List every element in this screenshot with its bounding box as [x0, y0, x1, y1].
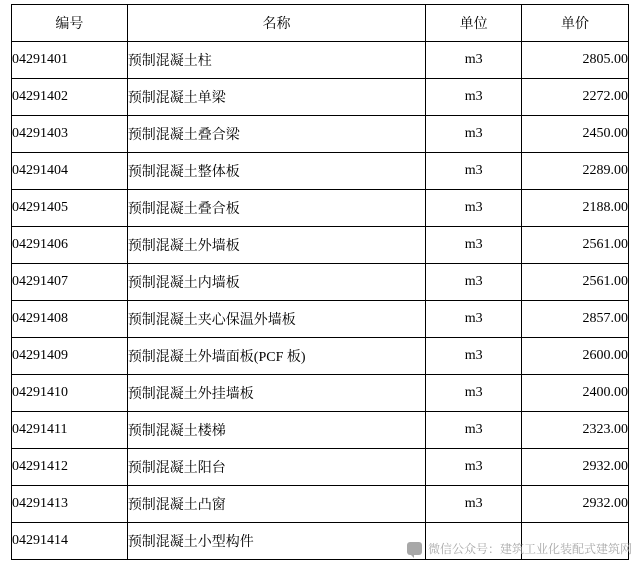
cell-name: 预制混凝土内墙板 — [127, 264, 425, 301]
table-row — [12, 486, 629, 523]
cell-name: 预制混凝土柱 — [127, 42, 425, 79]
cell-price: 2857.00 — [522, 301, 629, 338]
cell-code: 04291410 — [12, 375, 128, 412]
cell-unit: m3 — [426, 449, 522, 486]
cell-unit: m3 — [426, 116, 522, 153]
cell-unit: m3 — [426, 375, 522, 412]
cell-price: 2289.00 — [522, 153, 629, 190]
cell-unit: m3 — [426, 153, 522, 190]
cell-code: 04291402 — [12, 79, 128, 116]
cell-unit: m3 — [426, 190, 522, 227]
cell-price: 2323.00 — [522, 412, 629, 449]
table-row — [12, 116, 629, 153]
cell-code: 04291408 — [12, 301, 128, 338]
cell-name: 预制混凝土外挂墙板 — [127, 375, 425, 412]
table-row — [12, 412, 629, 449]
cell-price: 2400.00 — [522, 375, 629, 412]
document-page — [0, 4, 640, 563]
cell-name: 预制混凝土叠合梁 — [127, 116, 425, 153]
cell-name: 预制混凝土外墙面板(PCF 板) — [127, 338, 425, 375]
cell-name: 预制混凝土叠合板 — [127, 190, 425, 227]
column-header-price: 单价 — [522, 5, 629, 42]
table-row — [12, 153, 629, 190]
table-row — [12, 190, 629, 227]
cell-name: 预制混凝土单梁 — [127, 79, 425, 116]
cell-name: 预制混凝土凸窗 — [127, 486, 425, 523]
table-row — [12, 264, 629, 301]
cell-unit: m3 — [426, 412, 522, 449]
cell-price: 2561.00 — [522, 264, 629, 301]
cell-unit: m3 — [426, 227, 522, 264]
cell-unit: m3 — [426, 301, 522, 338]
header-row — [12, 5, 629, 42]
table-row — [12, 449, 629, 486]
table-row — [12, 375, 629, 412]
table-body — [12, 42, 629, 560]
cell-price: 2932.00 — [522, 449, 629, 486]
cell-price: 2932.00 — [522, 486, 629, 523]
table-row — [12, 227, 629, 264]
table-row — [12, 301, 629, 338]
column-header-code: 编号 — [12, 5, 128, 42]
cell-name: 预制混凝土整体板 — [127, 153, 425, 190]
column-header-name: 名称 — [127, 5, 425, 42]
table-row — [12, 42, 629, 79]
cell-code: 04291407 — [12, 264, 128, 301]
wechat-icon — [407, 542, 422, 555]
cell-name: 预制混凝土小型构件 — [127, 523, 425, 560]
cell-price: 2600.00 — [522, 338, 629, 375]
cell-code: 04291413 — [12, 486, 128, 523]
cell-code: 04291405 — [12, 190, 128, 227]
cell-name: 预制混凝土阳台 — [127, 449, 425, 486]
cell-code: 04291403 — [12, 116, 128, 153]
column-header-unit: 单位 — [426, 5, 522, 42]
cell-code: 04291412 — [12, 449, 128, 486]
cell-unit: m3 — [426, 79, 522, 116]
cell-code: 04291411 — [12, 412, 128, 449]
cell-unit: m3 — [426, 42, 522, 79]
cell-code: 04291404 — [12, 153, 128, 190]
watermark-text: 微信公众号：建筑工业化装配式建筑网 — [427, 542, 632, 556]
cell-unit: m3 — [426, 264, 522, 301]
cell-name: 预制混凝土楼梯 — [127, 412, 425, 449]
cell-unit: m3 — [426, 486, 522, 523]
cell-price: 2450.00 — [522, 116, 629, 153]
cell-code: 04291409 — [12, 338, 128, 375]
cell-name: 预制混凝土夹心保温外墙板 — [127, 301, 425, 338]
table-row — [12, 79, 629, 116]
price-table — [11, 4, 629, 560]
cell-unit: m3 — [426, 338, 522, 375]
cell-price: 2805.00 — [522, 42, 629, 79]
table-header — [12, 5, 629, 42]
cell-price: 2272.00 — [522, 79, 629, 116]
cell-code: 04291401 — [12, 42, 128, 79]
watermark — [407, 540, 632, 557]
cell-price: 2188.00 — [522, 190, 629, 227]
table-row — [12, 338, 629, 375]
cell-price: 2561.00 — [522, 227, 629, 264]
cell-name: 预制混凝土外墙板 — [127, 227, 425, 264]
cell-code: 04291406 — [12, 227, 128, 264]
cell-code: 04291414 — [12, 523, 128, 560]
